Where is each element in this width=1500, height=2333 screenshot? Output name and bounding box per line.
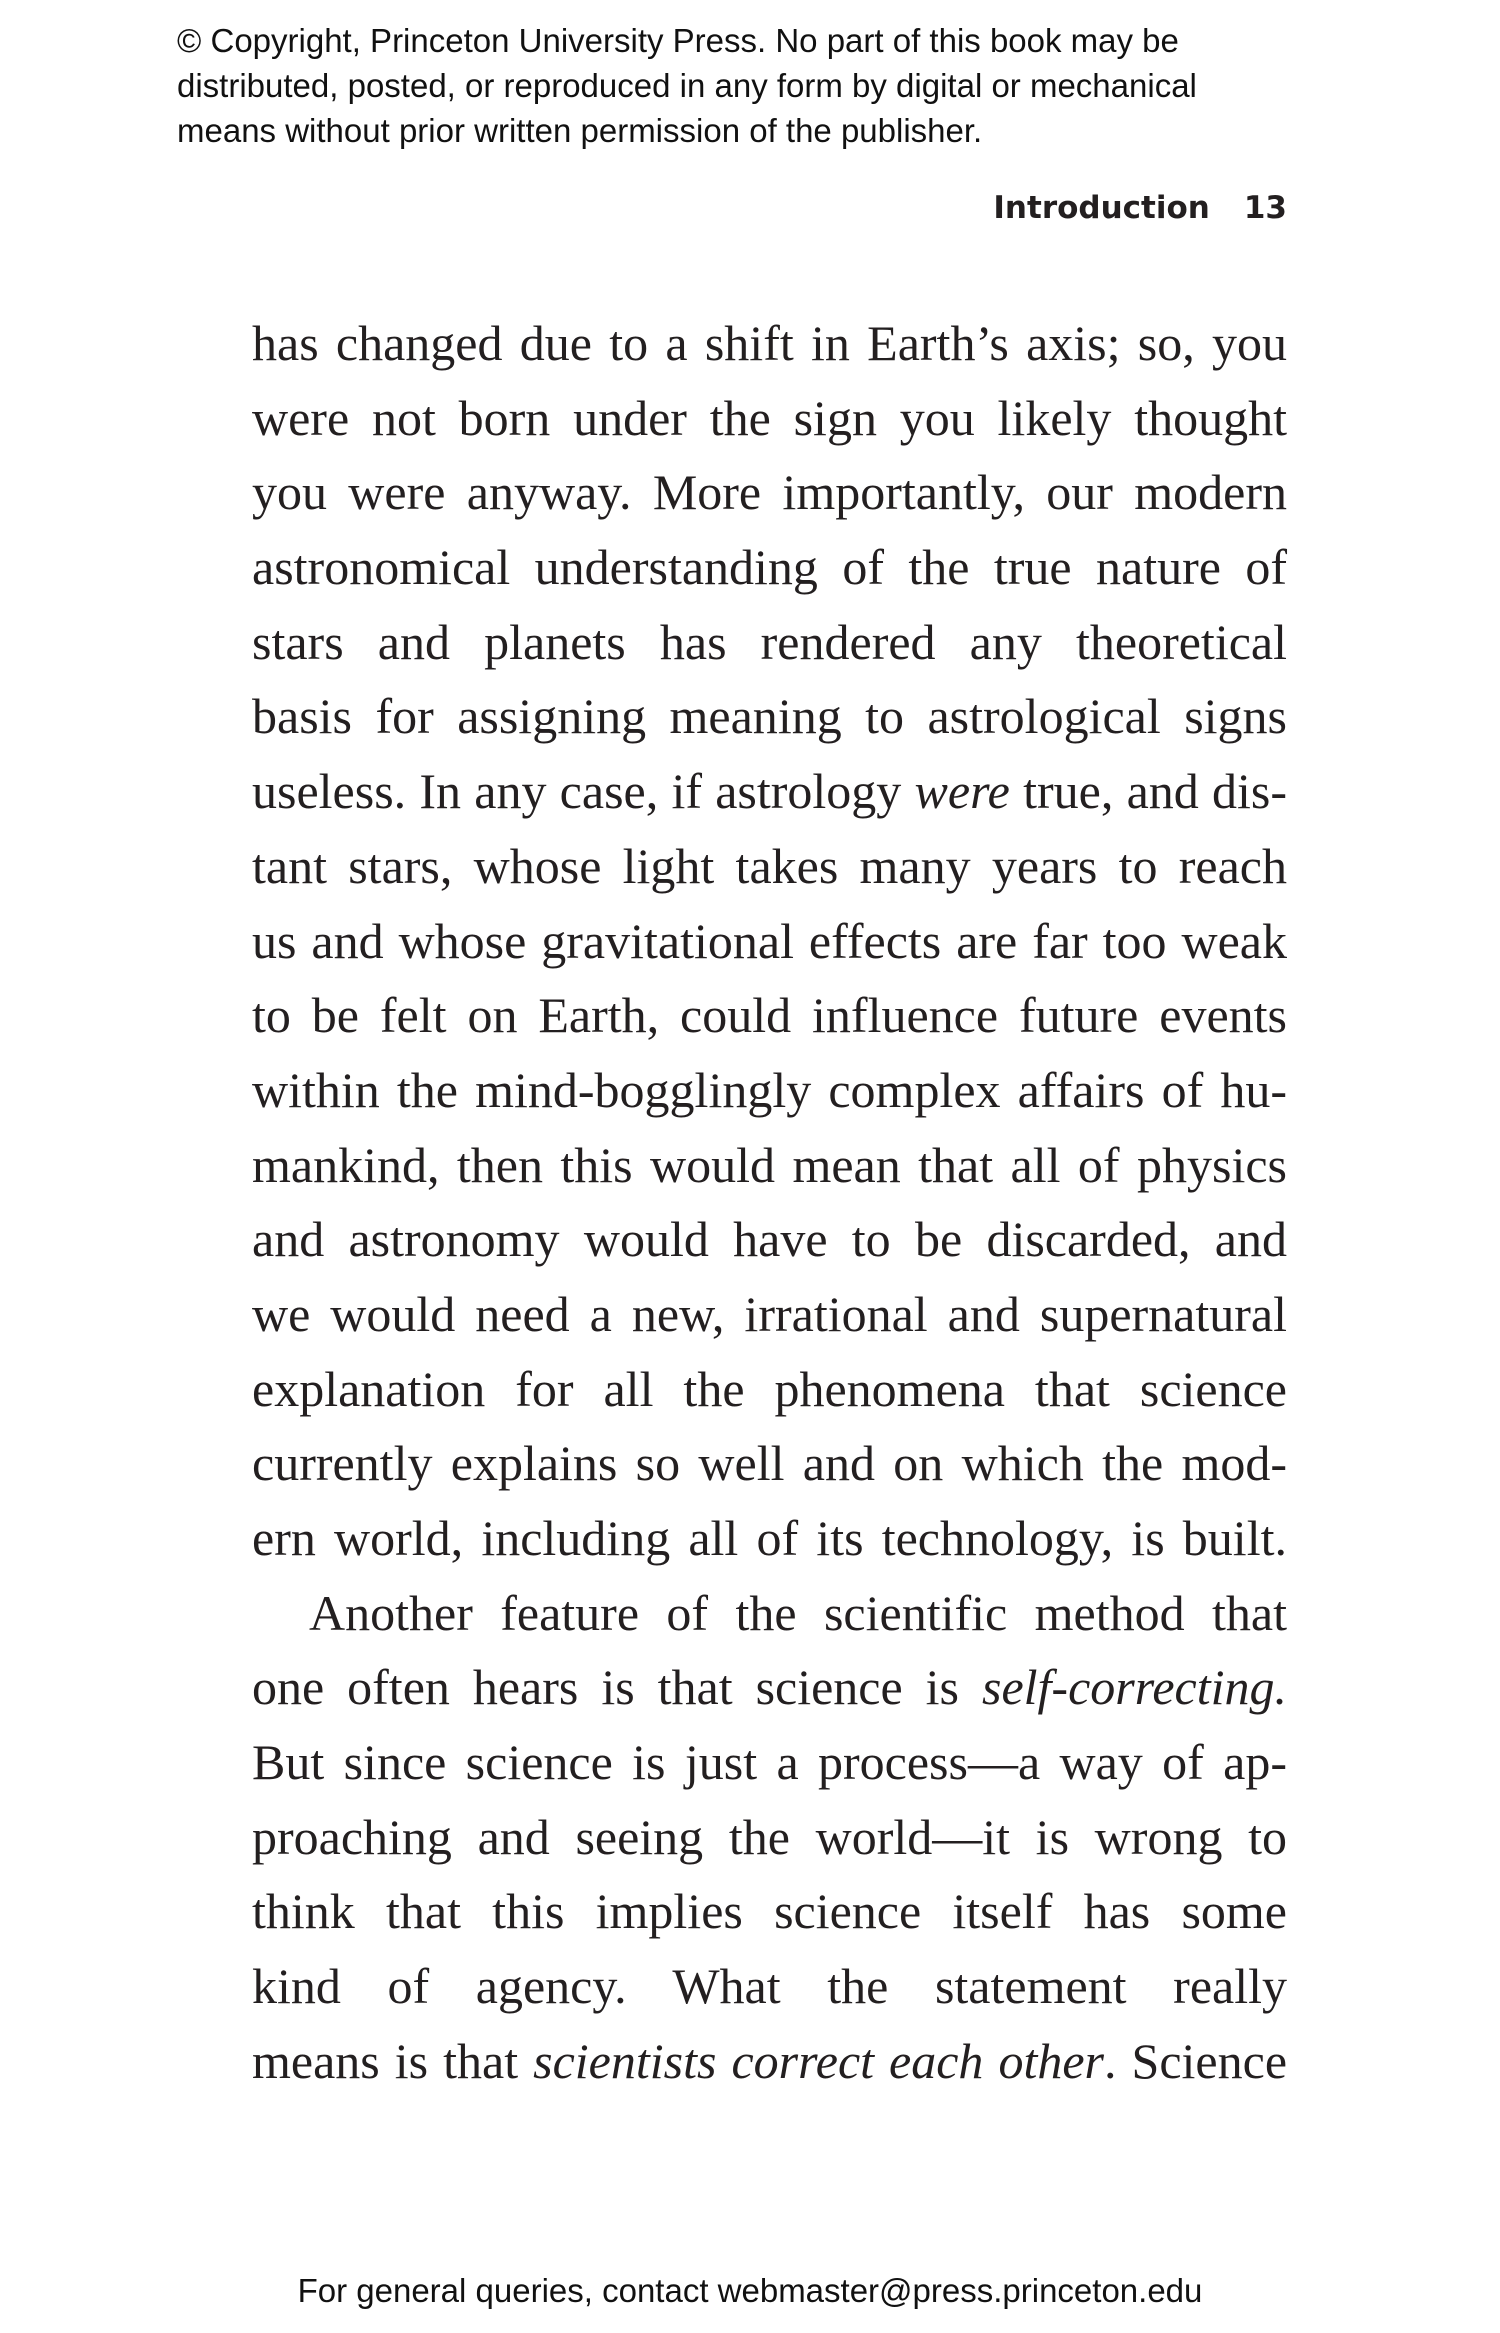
text-segment: . Science [1104, 2032, 1288, 2089]
body-text [252, 306, 1287, 2099]
italic-text: self-correcting. [981, 1659, 1287, 1716]
text-line [252, 455, 1287, 530]
text-segment: basis for assigning meaning to astrological signs [252, 688, 1287, 745]
text-segment: kind of agency. What the statement really [252, 1958, 1287, 2015]
text-segment: tant stars, whose light takes many years to reach [252, 837, 1287, 894]
text-segment: Another feature of the scientific method that [309, 1584, 1287, 1641]
text-line [252, 679, 1287, 754]
text-line [252, 1352, 1287, 1427]
text-segment: proaching and seeing the world—it is wrong to [252, 1808, 1287, 1865]
text-segment: ern world, including all of its technology, is built. [252, 1510, 1287, 1566]
text-segment: explanation for all the phenomena that science [252, 1360, 1287, 1417]
text-segment: and astronomy would have to be discarded, and [252, 1211, 1287, 1268]
text-segment: were not born under the sign you likely thought [252, 389, 1287, 446]
text-line [252, 1277, 1287, 1352]
running-head [993, 190, 1287, 226]
text-segment: we would need a new, irrational and supernatural [252, 1285, 1287, 1342]
text-segment: mankind, then this would mean that all of physics [252, 1136, 1287, 1193]
text-line [252, 1576, 1287, 1651]
text-line [252, 1426, 1287, 1501]
text-segment: currently explains so well and on which the mod- [252, 1435, 1287, 1492]
text-line [252, 1501, 1287, 1576]
text-line [252, 1874, 1287, 1949]
text-segment: But since science is just a process—a way of ap- [252, 1734, 1287, 1791]
text-line [252, 978, 1287, 1053]
text-line [252, 1128, 1287, 1203]
text-segment: useless. In any case, if astrology [252, 763, 915, 820]
copyright-line: means without prior written permission of the publisher. [177, 112, 983, 149]
text-line [252, 530, 1287, 605]
text-segment: astronomical understanding of the true nature of [252, 539, 1287, 596]
footer-contact: For general queries, contact webmaster@press.princeton.edu [297, 2272, 1203, 2309]
text-segment: means is that [252, 2032, 534, 2089]
text-segment: to be felt on Earth, could influence future events [252, 987, 1287, 1044]
text-line [252, 306, 1287, 381]
text-segment: has changed due to a shift in Earth’s axis; so, you [252, 315, 1287, 371]
text-segment: true, and dis- [1009, 763, 1287, 820]
text-line [252, 1725, 1287, 1800]
text-line [252, 1202, 1287, 1277]
copyright-line: distributed, posted, or reproduced in any form by digital or mechanical [177, 67, 1197, 104]
copyright-notice [177, 18, 1377, 153]
text-line [252, 381, 1287, 456]
page-number: 13 [1243, 190, 1287, 226]
copyright-line: © Copyright, Princeton University Press. No part of this book may be [177, 22, 1179, 59]
text-segment: you were anyway. More importantly, our modern [252, 464, 1287, 521]
text-segment: think that this implies science itself has some [252, 1883, 1287, 1940]
text-segment: one often hears is that science is [252, 1659, 982, 1716]
text-line [252, 904, 1287, 979]
text-segment: us and whose gravitational effects are far too weak [252, 912, 1287, 969]
section-title: Introduction [993, 190, 1210, 226]
text-line [252, 1650, 1287, 1725]
text-line [252, 605, 1287, 680]
text-segment: within the mind-bogglingly complex affairs of hu- [252, 1061, 1287, 1118]
text-segment: stars and planets has rendered any theoretical [252, 613, 1287, 670]
text-line [252, 1053, 1287, 1128]
text-line [252, 829, 1287, 904]
italic-text: scientists correct each other [533, 2032, 1105, 2089]
text-line [252, 1800, 1287, 1875]
italic-text: were [914, 763, 1010, 820]
text-line [252, 1949, 1287, 2024]
text-line [252, 754, 1287, 829]
text-line [252, 2024, 1287, 2099]
